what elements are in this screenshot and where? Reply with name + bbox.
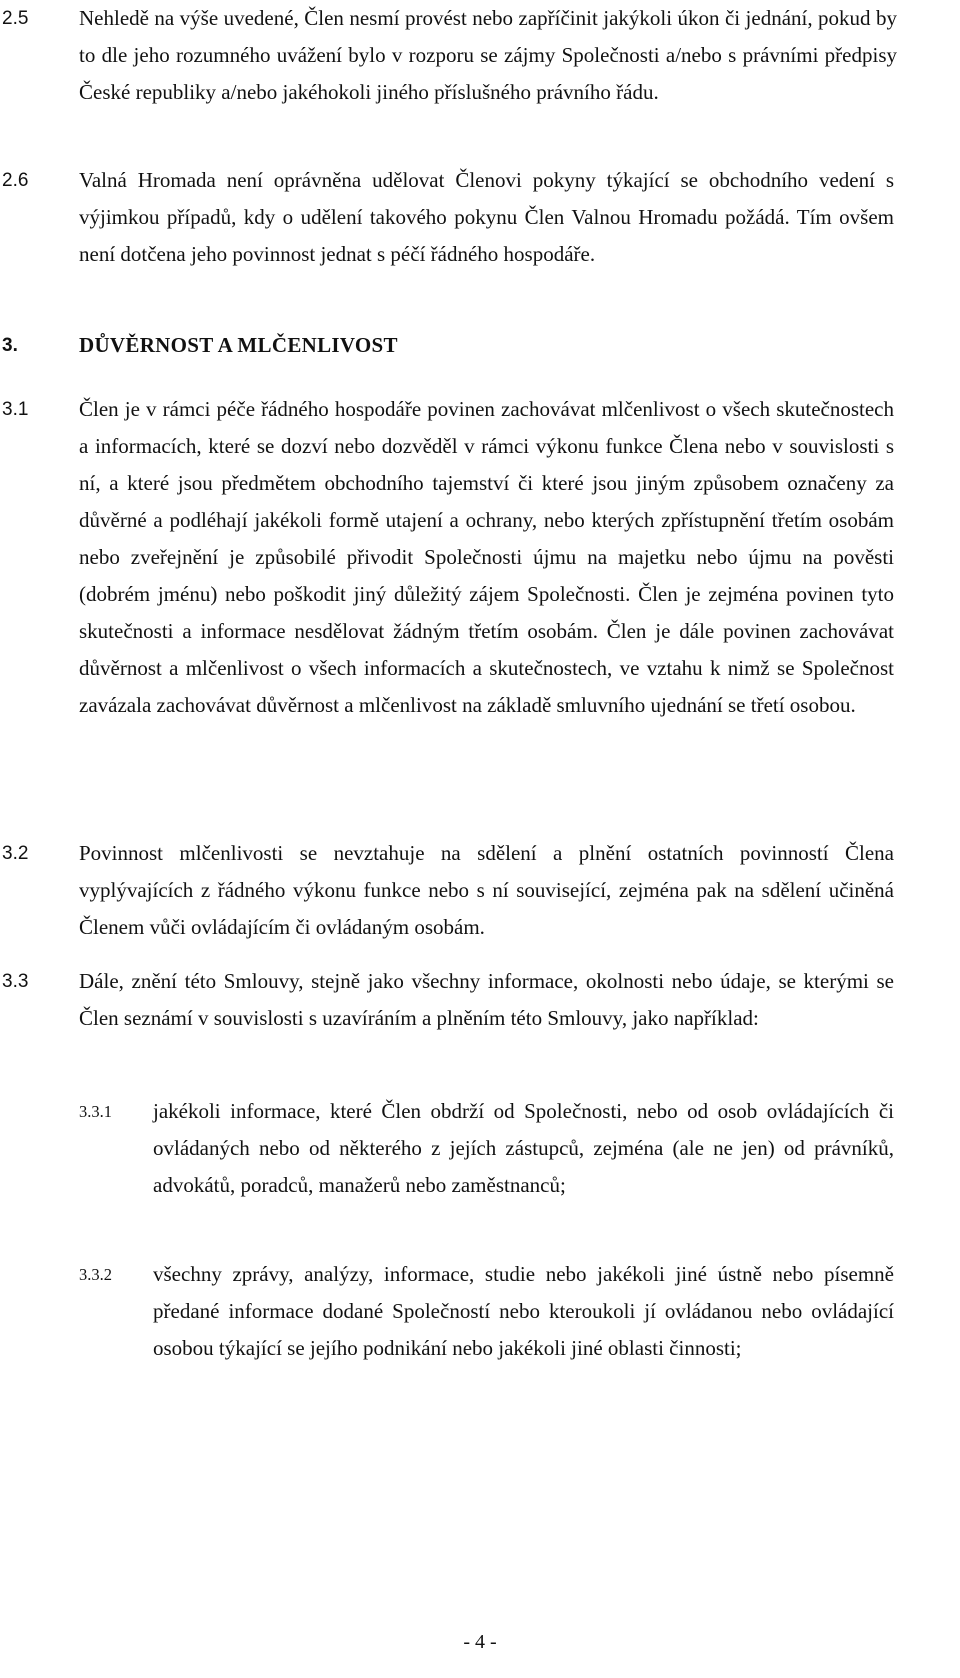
clause-number: 3.2 — [2, 843, 29, 864]
section-number: 3. — [2, 335, 18, 356]
clause-number: 3.3 — [2, 971, 29, 992]
subclause-number: 3.3.1 — [79, 1102, 112, 1121]
subclause-text: jakékoli informace, které Člen obdrží od Společnosti, nebo od osob ovládajících či ovládaných nebo od některého z jejích zástupců, zejména (ale ne jen) od právníků, advokátů, poradců, manažerů nebo zaměstnanců; — [153, 1099, 894, 1197]
clause-text: Dále, znění této Smlouvy, stejně jako všechny informace, okolnosti nebo údaje, se kterými se Člen seznámí v souvislosti s uzavíráním a plněním této Smlouvy, jako například: — [79, 969, 894, 1030]
clause-number: 3.1 — [2, 399, 29, 420]
clause-number: 2.6 — [2, 170, 29, 191]
clause-text: Povinnost mlčenlivosti se nevztahuje na sdělení a plnění ostatních povinností Člena vyplývajících z řádného výkonu funkce nebo s ní související, zejména pak na sdělení učiněná Členem vůči ovládajícím či ovládaným osobám. — [79, 841, 894, 939]
page-number: - 4 - — [463, 1631, 497, 1653]
section-title: DŮVĚRNOST A MLČENLIVOST — [79, 333, 398, 357]
clause-text: Valná Hromada není oprávněna udělovat Členovi pokyny týkající se obchodního vedení s výjimkou případů, kdy o udělení takového pokynu Člen Valnou Hromadu požádá. Tím ovšem není dotčena jeho povinnost jednat s péčí řádného hospodáře. — [79, 168, 894, 266]
clause-number: 2.5 — [2, 8, 29, 29]
subclause-number: 3.3.2 — [79, 1265, 112, 1284]
subclause-text: všechny zprávy, analýzy, informace, studie nebo jakékoli jiné ústně nebo písemně předané informace dodané Společností nebo kteroukoli jí ovládanou nebo ovládající osobou týkající se jejího podnikání nebo jakékoli jiné oblasti činnosti; — [153, 1262, 894, 1360]
clause-text: Člen je v rámci péče řádného hospodáře povinen zachovávat mlčenlivost o všech skutečnostech a informacích, které se dozví nebo dozvěděl v rámci výkonu funkce Člena nebo v souvislosti s ní, a které jsou předmětem obchodního tajemství či které jsou jiným způsobem označeny za důvěrné a podléhají jakékoli formě utajení a ochrany, nebo kterých zpřístupnění třetím osobám nebo zveřejnění je způsobilé přivodit Společnosti újmu na majetku nebo újmu na pověsti (dobrém jménu) nebo poškodit jiný důležitý zájem Společnosti. Člen je zejména povinen tyto skutečnosti a informace nesdělovat žádným třetím osobám. Člen je dále povinen zachovávat důvěrnost a mlčenlivost o všech informacích a skutečnostech, ve vztahu k nimž se Společnost zavázala zachovávat důvěrnost a mlčenlivost na základě smluvního ujednání se třetí osobou. — [79, 397, 894, 717]
clause-text: Nehledě na výše uvedené, Člen nesmí provést nebo zapříčinit jakýkoli úkon či jednání, pokud by to dle jeho rozumného uvážení bylo v rozporu se zájmy Společnosti a/nebo s právními předpisy České republiky a/nebo jakéhokoli jiného příslušného právního řádu. — [79, 6, 897, 104]
